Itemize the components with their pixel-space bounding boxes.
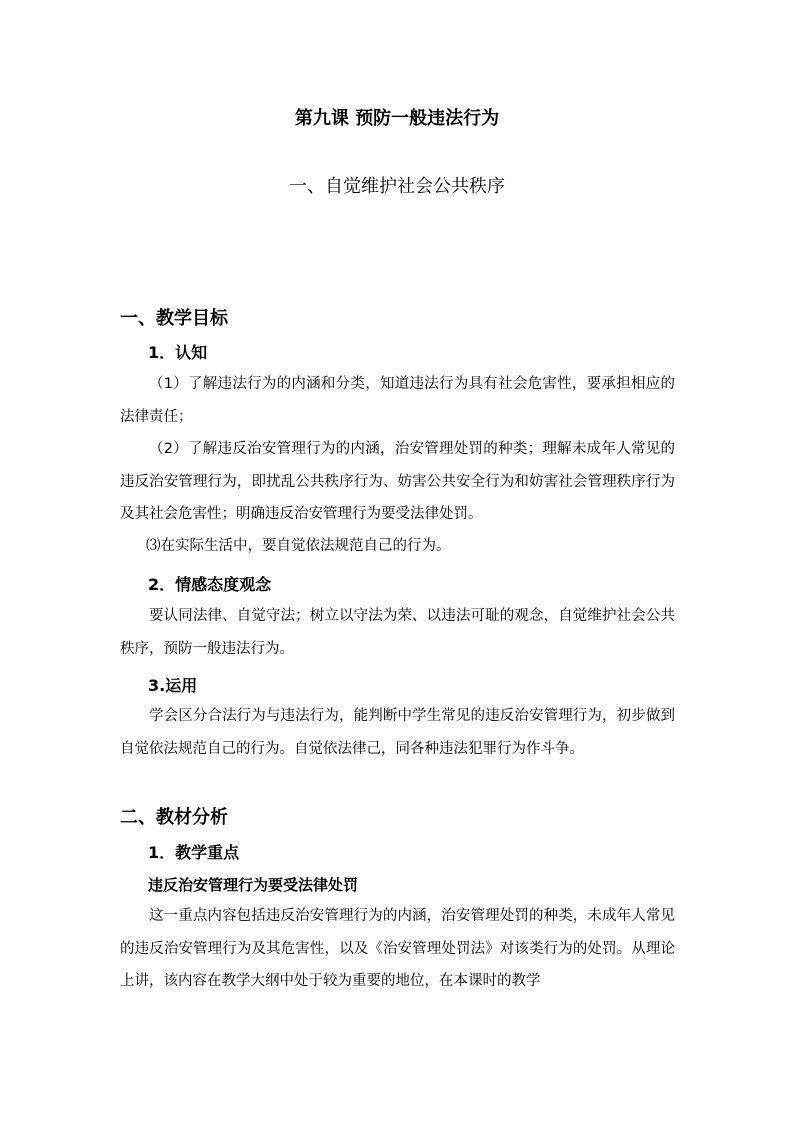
paragraph-application: 学会区分合法行为与违法行为，能判断中学生常见的违反治安管理行为，初步做到自觉依法规范自己的行为。自觉依法律己，同各种违法犯罪行为作斗争。 (120, 708, 675, 757)
paragraph-focus: 这一重点内容包括违反治安管理行为的内涵，治安管理处罚的种类，未成年人常见的违反治安管理行为及其危害性，以及《治安管理处罚法》对该类行为的处罚。从理论上讲，该内容在教学大纲中处于较为重要的地位，在本课时的教学 (120, 908, 675, 989)
focus-statement: 违反治安管理行为要受法律处罚 (148, 876, 359, 894)
lesson-title: 第九课 预防一般违法行为 (294, 108, 500, 129)
section-heading-material-analysis: 二、教材分析 (120, 807, 228, 828)
paragraph-attitude: 要认同法律、自觉守法；树立以守法为荣、以违法可耻的观念，自觉维护社会公共秩序，预防一般违法行为。 (120, 608, 675, 657)
paragraph-cognition-3: ⑶在实际生活中，要自觉依法规范自己的行为。 (146, 538, 451, 554)
subheading-teaching-focus: 1．教学重点 (148, 843, 240, 862)
paragraph-cognition-2: （2）了解违反治安管理行为的内涵，治安管理处罚的种类；理解未成年人常见的违反治安管理行为，即扰乱公共秩序行为、妨害公共安全行为和妨害社会管理秩序行为及其社会危害性；明确违反治安管理行为要受法律处罚。 (120, 441, 675, 522)
lesson-subtitle: 一、自觉维护社会公共秩序 (289, 176, 505, 197)
subheading-application: 3.运用 (148, 676, 198, 695)
subheading-attitude: 2．情感态度观念 (148, 575, 272, 594)
subheading-cognition: 1．认知 (148, 343, 208, 362)
paragraph-cognition-1: （1）了解违法行为的内涵和分类，知道违法行为具有社会危害性，要承担相应的法律责任； (120, 376, 675, 425)
section-heading-teaching-goals: 一、教学目标 (120, 308, 228, 329)
